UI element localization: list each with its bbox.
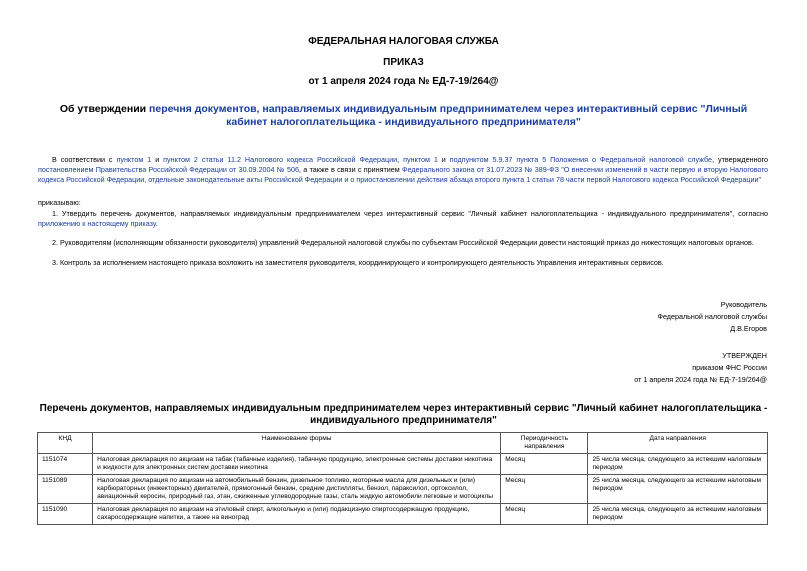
- item-1: [38, 209, 768, 229]
- preamble-link-3[interactable]: пунктом 1: [403, 155, 438, 164]
- order-date-number: от 1 апреля 2024 года № ЕД-7-19/264@: [308, 76, 499, 87]
- preamble-text-4: и: [437, 155, 450, 164]
- table-header-row: [38, 433, 768, 454]
- header-period: Периодичность направления: [501, 433, 588, 454]
- table-row: [38, 454, 768, 475]
- item-1-end: .: [155, 219, 158, 228]
- preamble-paragraph: [38, 155, 768, 185]
- header-date: Дата направления: [588, 433, 768, 454]
- approval-block: [467, 350, 767, 386]
- cell-period: Месяц: [501, 475, 588, 504]
- cell-date: 25 числа месяца, следующего за истекшим налоговым периодом: [588, 475, 768, 504]
- approval-date: от 1 апреля 2024 года № ЕД-7-19/264@: [634, 375, 767, 384]
- approval-order: приказом ФНС России: [692, 363, 767, 372]
- title-prefix: Об утверждении: [59, 103, 150, 115]
- doc-type: ПРИКАЗ: [383, 57, 424, 68]
- cell-period: Месяц: [501, 454, 588, 475]
- preamble-text-5: , утвержденного: [712, 155, 769, 164]
- cell-knd: 1151074: [38, 454, 93, 475]
- cell-name: Налоговая декларация по акцизам на табак (табачные изделия), табачную продукцию, электронные системы доставки никотина и жидкости для электронных систем доставки никотина: [93, 454, 501, 475]
- item-2: 2. Руководителям (исполняющим обязанности руководителя) управлений Федеральной налоговой службы по субъектам Российской Федерации довести настоящий приказ до нижестоящих налоговых органов.: [52, 238, 754, 247]
- signature-name: Д.В.Егоров: [730, 324, 767, 333]
- preamble-text-3: ,: [397, 155, 404, 164]
- preamble-link-1[interactable]: пунктом 1: [116, 155, 152, 164]
- item-1-text: 1. Утвердить перечень документов, направляемых индивидуальным предпринимателем через интерактивный сервис "Личный кабинет налогоплательщика - индивидуального предпринимателя", согласно: [52, 209, 768, 218]
- preamble-link-5[interactable]: постановлением Правительства Российской Федерации от 30.09.2004 № 506: [38, 165, 300, 174]
- signature-position: Руководитель: [720, 300, 767, 309]
- agency-name: ФЕДЕРАЛЬНАЯ НАЛОГОВАЯ СЛУЖБА: [308, 36, 499, 47]
- cell-period: Месяц: [501, 504, 588, 525]
- preamble-text-1: В соответствии с: [52, 155, 117, 164]
- header-name: Наименование формы: [93, 433, 501, 454]
- title-link[interactable]: перечня документов, направляемых индивидуальным предпринимателем через интерактивный сервис "Личный кабинет налогоплательщика - индивидуального предпринимателя": [149, 103, 748, 128]
- cell-knd: 1151090: [38, 504, 93, 525]
- preamble-text-6: , а также в связи с принятием: [299, 165, 403, 174]
- preamble-text-2: и: [151, 155, 164, 164]
- cell-date: 25 числа месяца, следующего за истекшим налоговым периодом: [588, 454, 768, 475]
- item-3: 3. Контроль за исполнением настоящего приказа возложить на заместителя руководителя, координирующего и контролирующего деятельность Управления интерактивных сервисов.: [52, 258, 664, 267]
- preamble-link-6[interactable]: Федерального закона от 31.07.2023 № 389-ФЗ "О внесении изменений в части первую и вторую Налогового кодекса Российской Федерации, отдельные законодательные акты Российской Федерации и о приостановлении действия абзаца второго пункта 1 статьи 78 части первой Налогового кодекса Российской Федерации": [38, 165, 768, 184]
- approval-label: УТВЕРЖДЕН: [722, 351, 767, 360]
- preamble-link-4[interactable]: подпунктом 5.9.37 пункта 5 Положения о Федеральной налоговой службе: [449, 155, 713, 164]
- header-knd: КНД: [38, 433, 93, 454]
- cell-knd: 1151089: [38, 475, 93, 504]
- table-row: [38, 504, 768, 525]
- order-word: приказываю:: [38, 198, 81, 207]
- cell-name: Налоговая декларация по акцизам на автомобильный бензин, дизельное топливо, моторные масла для дизельных и (или) карбюраторных (инжекторных) двигателей, прямогонный бензин, средние дистилляты, бензол, параксилол, ортоксилол, авиационный керосин, природный газ, этан, сжиженные углеводородные газы, сталь жидкую автомобили легковые и мотоциклы: [93, 475, 501, 504]
- signature-agency: Федеральной налоговой службы: [657, 312, 767, 321]
- signature-block: [467, 299, 767, 335]
- preamble-link-2[interactable]: пунктом 2 статьи 11.2 Налогового кодекса Российской Федерации: [163, 155, 398, 164]
- table-row: [38, 475, 768, 504]
- documents-table: [37, 432, 768, 525]
- order-title: [40, 103, 767, 129]
- annex-title: Перечень документов, направляемых индивидуальным предпринимателем через интерактивный сервис "Личный кабинет налогоплательщика - индивидуального предпринимателя": [39, 403, 768, 426]
- cell-date: 25 числа месяца, следующего за истекшим налоговым периодом: [588, 504, 768, 525]
- annex-link[interactable]: приложению к настоящему приказу: [38, 219, 156, 228]
- cell-name: Налоговая декларация по акцизам на этиловый спирт, алкогольную и (или) подакцизную спиртосодержащую продукцию, сахаросодержащие напитки, а также на виноград: [93, 504, 501, 525]
